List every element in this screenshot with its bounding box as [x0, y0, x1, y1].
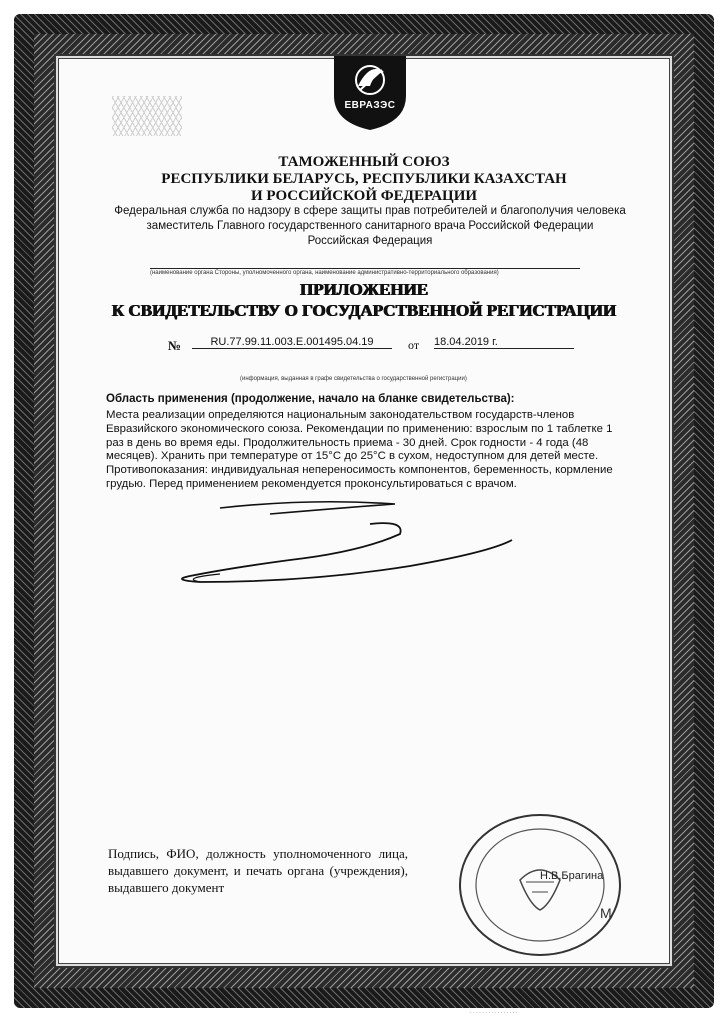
eurasec-emblem-icon — [330, 52, 410, 132]
appendix-subtitle: К СВИДЕТЕЛЬСТВУ О ГОСУДАРСТВЕННОЙ РЕГИСТРАЦИИ — [111, 301, 617, 320]
header-line-3: И РОССИЙСКОЙ ФЕДЕРАЦИИ — [250, 188, 478, 204]
date-label: от — [408, 338, 420, 352]
authority-caption: (наименование органа Стороны, уполномоченного органа, наименование административно-территориального образования) — [150, 270, 499, 276]
handwritten-signature — [160, 490, 520, 600]
signer-name: Н.В.Брагина — [540, 870, 604, 882]
scope-text: Места реализации определяются национальным законодательством государств-членов Евразийского экономического союза. Рекомендации по применению: взрослым по 1 таблетке 1 раз в день во время еды. Продолжительность приема - 30 дней. Срок годности - 4 года (48 месяцев). Хранить при температуре от 15°С до 25°С в сухом, недоступном для детей месте. Противопоказания: индивидуальная непереносимость компонентов, беременность, кормление грудью. Перед применением рекомендуется проконсультироваться с врачом. — [106, 409, 613, 490]
certificate-number: RU.77.99.11.003.E.001495.04.19 — [192, 336, 392, 349]
security-pattern — [112, 96, 182, 136]
bottom-margin — [14, 1008, 714, 1022]
header-line-1: ТАМОЖЕННЫЙ СОЮЗ — [278, 154, 450, 170]
emblem-label: ЕВРАЗЭС — [344, 100, 396, 111]
authority-underline — [150, 268, 580, 269]
seal-initial: М — [600, 905, 612, 921]
official-seal — [440, 810, 640, 960]
authority-line-3: Российская Федерация — [307, 235, 433, 247]
scope-heading: Область применения (продолжение, начало на бланке свидетельства): — [106, 393, 515, 405]
certificate-date: 18.04.2019 г. — [434, 336, 574, 349]
printer-footnote: · · · · · · · · · · · · · · · · — [470, 1010, 518, 1016]
authority-line-1: Федеральная служба по надзору в сфере защиты прав потребителей и благополучия человека — [114, 205, 626, 217]
authority-line-2: заместитель Главного государственного санитарного врача Российской Федерации — [146, 220, 594, 232]
certificate-number-row — [168, 336, 588, 354]
number-caption: (информация, выданная в графе свидетельства о государственной регистрации) — [240, 376, 467, 382]
signature-caption: Подпись, ФИО, должность уполномоченного лица, выдавшего документ, и печать органа (учреждения), выдавшего документ — [108, 846, 408, 895]
appendix-title: ПРИЛОЖЕНИЕ — [299, 280, 429, 299]
number-label: № — [168, 338, 182, 353]
header-line-2: РЕСПУБЛИКИ БЕЛАРУСЬ, РЕСПУБЛИКИ КАЗАХСТАН — [161, 171, 567, 187]
